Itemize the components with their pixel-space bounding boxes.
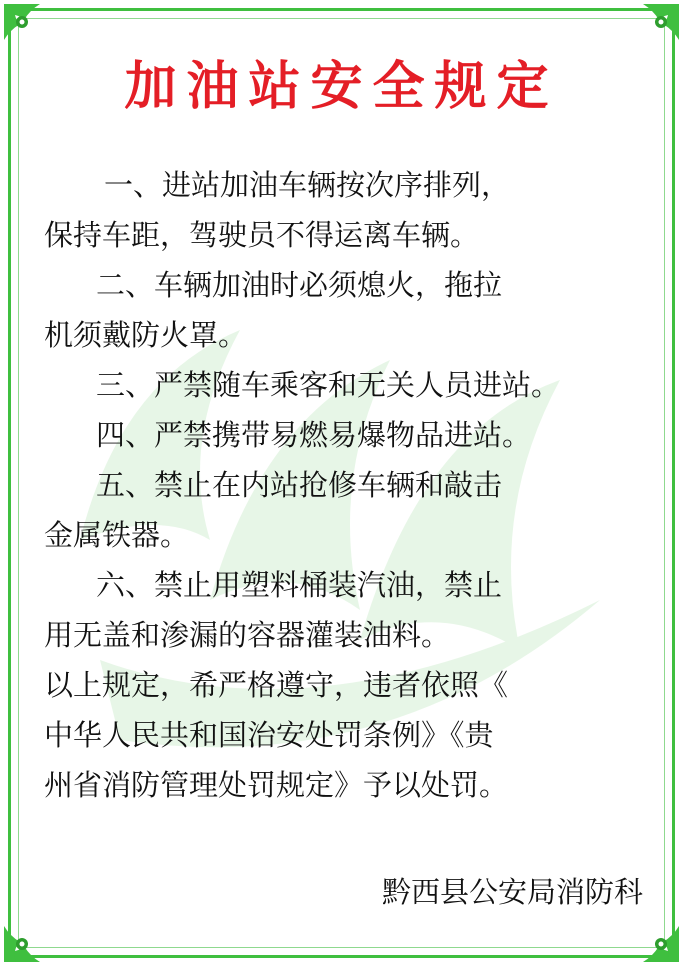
rule-3: 三、严禁随车乘客和无关人员进站。 <box>96 368 561 402</box>
rule-4: 四、严禁携带易燃易爆物品进站。 <box>96 418 532 452</box>
rule-5-line-1: 五、禁止在内站抢修车辆和敲击 <box>96 468 503 502</box>
rule-2-line-1: 二、车辆加油时必须熄火，拖拉 <box>96 268 503 302</box>
issuer-signature: 黔西县公安局消防科 <box>381 875 643 909</box>
rule-6-line-1: 六、禁止用塑料桶装汽油，禁止 <box>96 568 503 602</box>
page-title: 加油站安全规定 <box>124 56 559 117</box>
closing-line-1: 以上规定，希严格遵守，违者依照《 <box>44 668 509 702</box>
floral-corner-icon <box>625 908 683 966</box>
floral-corner-icon <box>0 908 58 966</box>
rule-6-line-2: 用无盖和渗漏的容器灌装油料。 <box>44 618 451 652</box>
rule-1-line-2: 保持车距，驾驶员不得运离车辆。 <box>44 218 480 252</box>
closing-line-3: 州省消防管理处罚规定》予以处罚。 <box>44 768 509 802</box>
rule-2-line-2: 机须戴防火罩。 <box>44 318 248 352</box>
closing-line-2: 中华人民共和国治安处罚条例》《贵 <box>44 718 494 752</box>
rule-5-line-2: 金属铁器。 <box>44 518 190 552</box>
rules-body <box>44 160 654 810</box>
rule-1-line-1: 一、进站加油车辆按次序排列， <box>104 168 511 202</box>
